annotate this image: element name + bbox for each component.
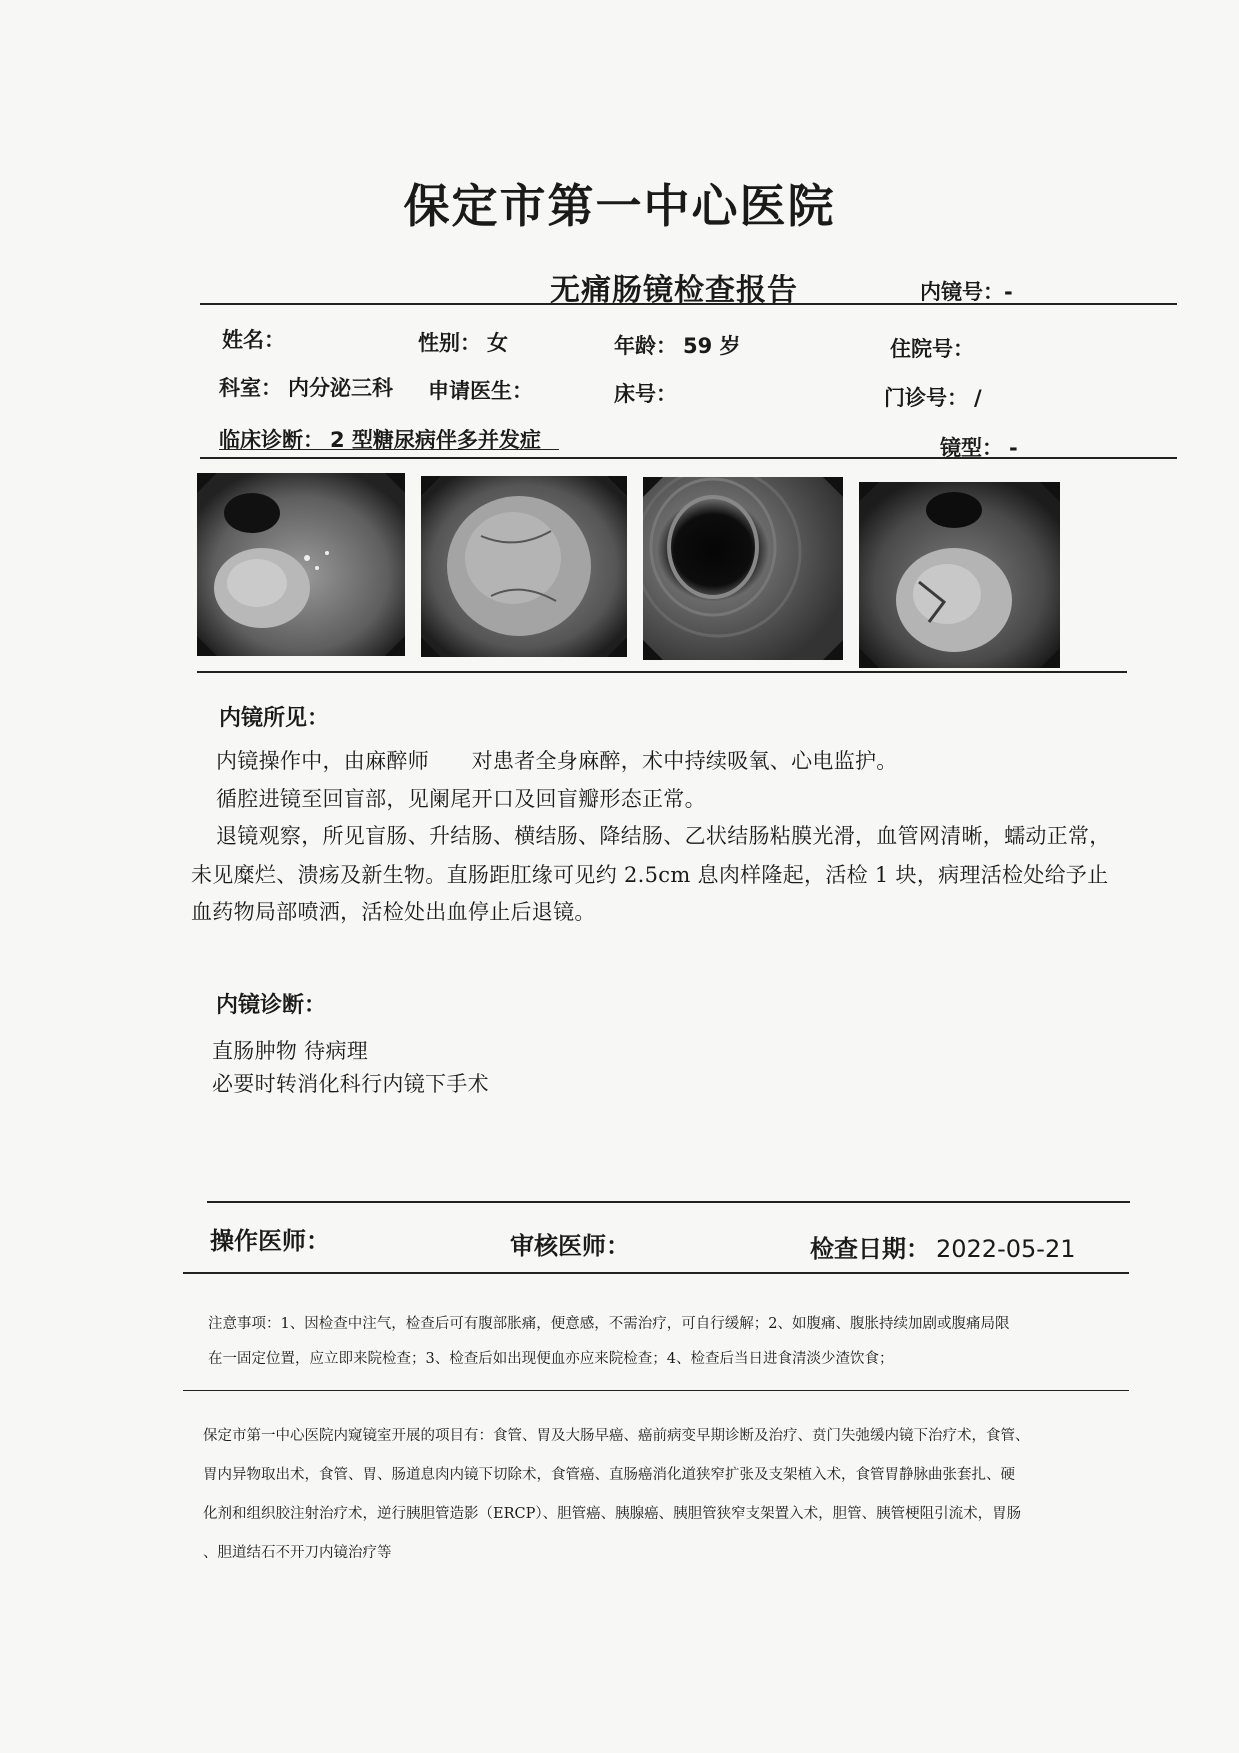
- sex-value: 女: [487, 331, 508, 355]
- requesting-doctor-label: 申请医生：: [428, 379, 533, 403]
- field-age: [614, 330, 741, 360]
- info-divider: [200, 457, 1177, 459]
- clinical-diagnosis-label: 临床诊断：: [219, 428, 324, 452]
- department-label: 科室：: [219, 376, 282, 400]
- services-line-3: 化剂和组织胶注射治疗术，逆行胰胆管造影（ERCP）、胆管癌、胰腺癌、胰胆管狭窄支架置入术，胆管、胰管梗阻引流术，胃肠: [203, 1506, 1022, 1522]
- field-name: [222, 324, 291, 354]
- endoscopy-image-3: [643, 477, 843, 660]
- exam-date-value: 2022-05-21: [936, 1235, 1076, 1263]
- endoscopy-image-1: [197, 473, 405, 656]
- findings-line-5: 血药物局部喷洒，活检处出血停止后退镜。: [191, 900, 596, 924]
- notes-line-1: 注意事项：1、因检查中注气，检查后可有腹部胀痛，便意感，不需治疗，可自行缓解；2、如腹痛、腹胀持续加剧或腹痛局限: [208, 1316, 1010, 1332]
- field-department: [219, 372, 393, 402]
- findings-line-3: 退镜观察，所见盲肠、升结肠、横结肠、降结肠、乙状结肠粘膜光滑，血管网清晰，蠕动正常，: [216, 824, 1111, 848]
- images-divider: [197, 671, 1127, 673]
- exam-date-label: 检查日期：: [810, 1235, 930, 1263]
- operator-label: 操作医师：: [210, 1227, 330, 1255]
- exam-date: [810, 1229, 1075, 1264]
- findings-line-4: 未见糜烂、溃疡及新生物。直肠距肛缘可见约 2.5cm 息肉样隆起，活检 1 块，病理活检处给予止: [191, 863, 1109, 887]
- clinical-diagnosis-value: 2 型糖尿病伴多并发症: [330, 428, 541, 452]
- scope-number-label: 内镜号：: [920, 280, 1004, 304]
- scope-number-value: -: [1004, 280, 1013, 304]
- reviewer-label: 审核医师：: [510, 1232, 630, 1260]
- field-bed: [614, 378, 683, 408]
- notes-divider: [183, 1390, 1129, 1391]
- findings-line-1: 内镜操作中，由麻醉师 对患者全身麻醉，术中持续吸氧、心电监护。: [216, 749, 898, 773]
- notes-line-2: 在一固定位置，应立即来院检查；3、检查后如出现便血亦应来院检查；4、检查后当日进食清淡少渣饮食；: [208, 1351, 894, 1367]
- age-value: 59 岁: [683, 334, 741, 358]
- diagnosis-line-1: 直肠肿物 待病理: [212, 1039, 369, 1063]
- field-sex: [418, 327, 508, 357]
- department-value: 内分泌三科: [288, 376, 393, 400]
- signoff-bottom-divider: [183, 1272, 1129, 1274]
- diagnosis-heading: 内镜诊断：: [216, 993, 327, 1018]
- scope-type-value: -: [1009, 436, 1018, 460]
- signoff-top-divider: [207, 1201, 1130, 1203]
- services-line-4: 、胆道结石不开刀内镜治疗等: [203, 1545, 392, 1561]
- diagnosis-underline: [219, 449, 559, 450]
- sex-label: 性别：: [418, 331, 481, 355]
- services-line-2: 胃内异物取出术，食管、胃、肠道息肉内镜下切除术，食管癌、直肠癌消化道狭窄扩张及支架植入术，食管胃静脉曲张套扎、硬: [203, 1467, 1015, 1483]
- outpatient-value: /: [974, 386, 982, 410]
- endoscopy-image-4: [859, 482, 1060, 668]
- scope-number: [920, 276, 1013, 306]
- scope-type-label: 镜型：: [940, 436, 1003, 460]
- services-line-1: 保定市第一中心医院内窥镜室开展的项目有：食管、胃及大肠早癌、癌前病变早期诊断及治疗、贲门失弛缓内镜下治疗术，食管、: [203, 1428, 1030, 1444]
- hospital-name: 保定市第一中心医院: [403, 179, 836, 233]
- name-label: 姓名：: [222, 328, 285, 352]
- endoscopy-image-2: [421, 476, 627, 657]
- report-title: 无痛肠镜检查报告: [550, 273, 798, 308]
- outpatient-label: 门诊号：: [884, 386, 968, 410]
- findings-heading: 内镜所见：: [219, 706, 330, 731]
- field-requesting-doctor: [428, 375, 539, 405]
- bed-label: 床号：: [614, 382, 677, 406]
- findings-line-2: 循腔进镜至回盲部，见阑尾开口及回盲瓣形态正常。: [216, 787, 706, 811]
- inpatient-label: 住院号：: [890, 337, 974, 361]
- field-outpatient: [884, 382, 982, 412]
- header-divider: [200, 303, 1177, 305]
- field-inpatient: [890, 333, 980, 363]
- age-label: 年龄：: [614, 334, 677, 358]
- diagnosis-line-2: 必要时转消化科行内镜下手术: [212, 1072, 489, 1096]
